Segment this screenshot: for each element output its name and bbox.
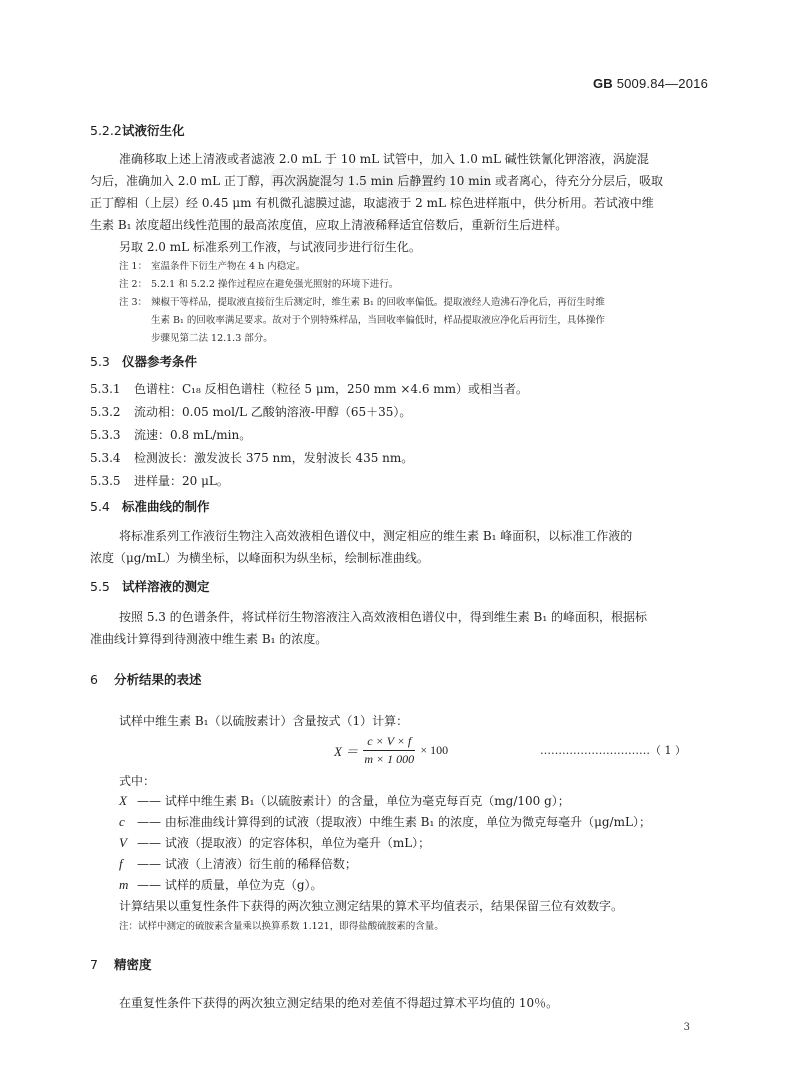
note-1: 注 1： 室温条件下衍生产物在 4 h 内稳定。	[119, 261, 306, 272]
section-5-2-2-heading: 5.2.2试液衍生化	[90, 123, 185, 138]
condition-item: 5.3.2 流动相：0.05 mol/L 乙酸钠溶液-甲醇（65＋35）。	[90, 405, 412, 419]
conversion-note: 注：试样中测定的硫胺素含量乘以换算系数 1.121，即得盐酸硫胺素的含量。	[119, 921, 444, 932]
result-statement: 计算结果以重复性条件下获得的两次独立测定结果的算术平均值表示，结果保留三位有效数字。	[119, 899, 624, 913]
standard-number	[593, 76, 708, 91]
formula-lhs: X ＝	[334, 744, 359, 759]
standard-prefix: GB	[592, 76, 613, 91]
formula-numerator: c × V × f	[363, 734, 415, 751]
note-3: 注 3： 辣椒干等样品，提取液直接衍生后测定时，维生素 B₁ 的回收率偏低。提取液经人造沸石净化后，再衍生时维	[119, 297, 605, 308]
paragraph-line: 浓度（μg/mL）为横坐标，以峰面积为纵坐标，绘制标准曲线。	[90, 551, 429, 565]
paragraph-line: 准曲线计算得到待测液中维生素 B₁ 的浓度。	[90, 632, 328, 646]
variable-definition: m —— 试样的质量，单位为克（g）。	[119, 877, 323, 892]
paragraph-line: 将标准系列工作液衍生物注入高效液相色谱仪中，测定相应的维生素 B₁ 峰面积，以标准工作液的	[119, 529, 633, 543]
variable-definition: c —— 由标准曲线计算得到的试液（提取液）中维生素 B₁ 的浓度，单位为微克每毫升（μg/mL）；	[119, 814, 651, 829]
variable-definition: X —— 试样中维生素 B₁（以硫胺素计）的含量，单位为毫克每百克（mg/100 g）；	[119, 793, 570, 808]
paragraph-line: 生素 B₁ 浓度超出线性范围的最高浓度值，应取上清液稀释适宜倍数后，重新衍生后进样。	[90, 218, 568, 232]
page-number: 3	[683, 1022, 690, 1033]
condition-item: 5.3.1 色谱柱：C₁₈ 反相色谱柱（粒径 5 μm，250 mm ×4.6 mm）或相当者。	[90, 382, 529, 396]
section-6-heading: 6 分析结果的表述	[90, 672, 202, 687]
section-5-5-heading: 5.5 试样溶液的测定	[90, 579, 210, 594]
paragraph-line: 正丁醇相（上层）经 0.45 μm 有机微孔滤膜过滤，取滤液于 2 mL 棕色进样瓶中，供分析用。若试液中维	[90, 196, 654, 210]
note-3-line: 生素 B₁ 的回收率满足要求。故对于个别特殊样品，当回收率偏低时，样品提取液应净化后再衍生，具体操作	[151, 315, 605, 326]
note-3-line: 步骤见第二法 12.1.3 部分。	[151, 333, 273, 344]
condition-item: 5.3.3 流速：0.8 mL/min。	[90, 428, 252, 442]
formula-denominator: m × 1 000	[364, 752, 415, 766]
variable-definition: f —— 试液（上清液）衍生前的稀释倍数；	[119, 856, 357, 871]
precision-statement: 在重复性条件下获得的两次独立测定结果的绝对差值不得超过算术平均值的 10％。	[119, 996, 559, 1010]
formula-tail: × 100	[420, 743, 449, 757]
condition-item: 5.3.4 检测波长：激发波长 375 nm，发射波长 435 nm。	[90, 451, 414, 465]
paragraph-line: 匀后，准确加入 2.0 mL 正丁醇，再次涡旋混匀 1.5 min 后静置约 10 min 或者离心，待充分分层后，吸取	[90, 174, 664, 188]
formula-intro: 试样中维生素 B₁（以硫胺素计）含量按式（1）计算：	[119, 714, 409, 728]
paragraph-line: 准确移取上述上清液或者滤液 2.0 mL 于 10 mL 试管中，加入 1.0 mL 碱性铁氰化钾溶液，涡旋混	[119, 152, 649, 166]
standard-code: 5009.84—2016	[616, 76, 708, 91]
note-2: 注 2： 5.2.1 和 5.2.2 操作过程应在避免强光照射的环境下进行。	[119, 279, 399, 290]
section-5-3-heading: 5.3 仪器参考条件	[90, 354, 198, 369]
section-7-heading: 7 精密度	[90, 957, 152, 972]
formula-fraction	[363, 734, 415, 767]
variable-definition: V —— 试液（提取液）的定容体积，单位为毫升（mL）；	[119, 835, 431, 850]
condition-item: 5.3.5 进样量：20 μL。	[90, 474, 229, 488]
formula-label: …………………………（ 1 ）	[540, 744, 686, 757]
where-label: 式中：	[119, 774, 156, 788]
formula-1	[334, 734, 448, 767]
paragraph-line: 按照 5.3 的色谱条件，将试样衍生物溶液注入高效液相色谱仪中，得到维生素 B₁ 的峰面积，根据标	[119, 610, 647, 624]
paragraph-line: 另取 2.0 mL 标准系列工作液，与试液同步进行衍生化。	[119, 240, 421, 254]
section-5-4-heading: 5.4 标准曲线的制作	[90, 499, 210, 514]
